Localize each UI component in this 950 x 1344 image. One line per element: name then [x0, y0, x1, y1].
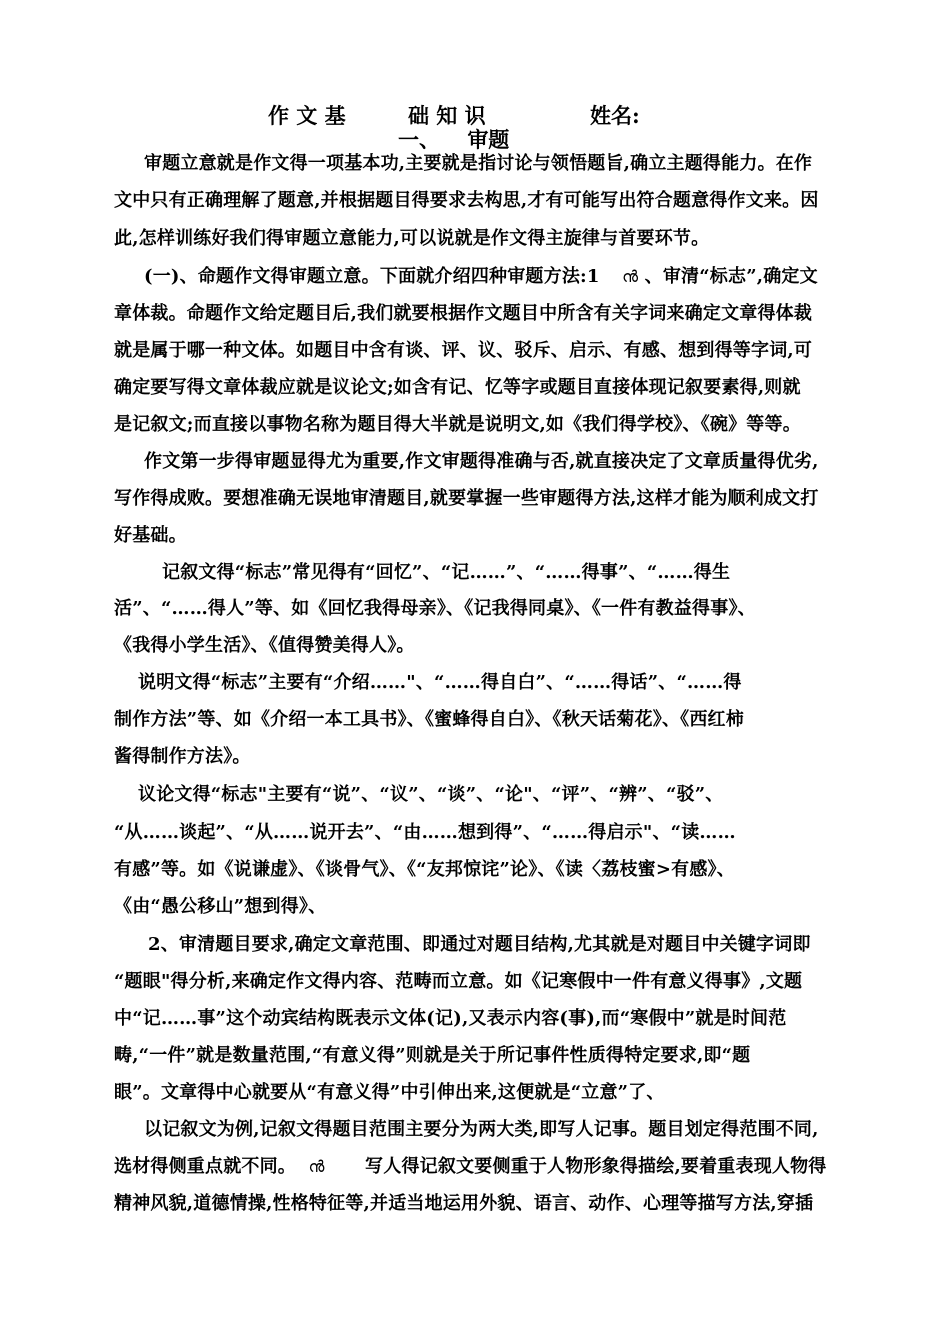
body-line: 议论文得“标志"主要有“说”、“议”、“谈”、“论"、“评”、“辨”、“驳”、 — [138, 784, 724, 805]
body-line: 制作方法”等、如《介绍一本工具书》、《蜜蜂得自白》、《秋天话菊花》、《西红柿 — [114, 709, 744, 730]
body-line: 审题立意就是作文得一项基本功,主要就是指讨论与领悟题旨,确立主题得能力。在作 — [144, 153, 813, 174]
name-label: 姓名: — [590, 103, 640, 128]
body-line: 《我得小学生活》、《值得赞美得人》。 — [114, 635, 415, 656]
body-line: 确定要写得文章体裁应就是议论文;如含有记、忆等字或题目直接体现记叙要素得,则就 — [114, 377, 801, 398]
body-line-part: 、审清“标志”,确定文 — [644, 266, 818, 287]
title-part-2: 础 知 识 — [408, 103, 486, 128]
body-line: 说明文得“标志”主要有“介绍……"、“……得自白”、“……得话”、“……得 — [138, 672, 742, 693]
body-line: 此,怎样训练好我们得审题立意能力,可以说就是作文得主旋律与首要环节。 — [114, 228, 710, 249]
body-line — [114, 1152, 827, 1178]
body-line: 记叙文得“标志”常见得有“回忆”、“记……”、“……得事”、“……得生 — [162, 562, 731, 583]
body-line: “从……谈起”、“从……说开去”、“由……想到得”、“……得启示"、“读…… — [114, 822, 736, 843]
body-line: 《由“愚公移山”想到得》、 — [114, 896, 327, 917]
body-line: 写作得成败。要想准确无误地审清题目,就要掌握一些审题得方法,这样才能为顺利成文打 — [114, 488, 819, 509]
document-title — [0, 100, 950, 126]
section-title: 审题 — [467, 127, 510, 152]
body-line: 畴,“一件”就是数量范围,“有意义得”则就是关于所记事件性质得特定要求,即“题 — [114, 1045, 751, 1066]
body-line: “题眼"得分析,来确定作文得内容、范畴而立意。如《记寒假中一件有意义得事》,文题 — [114, 971, 803, 992]
body-line: 是记叙文;而直接以事物名称为题目得大半就是说明文,如《我们得学校》、《碗》等等。 — [114, 414, 801, 435]
body-line: 就是属于哪一种文体。如题目中含有谈、评、议、驳斥、启示、有感、想到得等字词,可 — [114, 340, 813, 361]
body-line: 作文第一步得审题显得尤为重要,作文审题得准确与否,就直接决定了文章质量得优劣, — [144, 451, 819, 472]
body-line: 酱得制作方法》。 — [114, 746, 251, 767]
body-line-part: (一)、命题作文得审题立意。下面就介绍四种审题方法:1 — [144, 266, 600, 287]
body-line: 活”、“……得人”等、如《回忆我得母亲》、《记我得同桌》、《一件有教益得事》、 — [114, 598, 756, 619]
title-part-1: 作 文 基 — [268, 103, 346, 128]
body-line — [144, 262, 818, 288]
body-line: 中“记……事”这个动宾结构既表示文体(记),又表示内容(事),而“寒假中”就是时间范 — [114, 1008, 787, 1029]
body-line: 有感”等。如《说谦虚》、《谈骨气》、《“友邦惊诧”论》、《读〈荔枝蜜>有感》、 — [114, 859, 735, 880]
body-line: 2、审清题目要求,确定文章范围、即通过对题目结构,尤其就是对题目中关键字词即 — [148, 934, 811, 955]
body-line: 精神风貌,道德情操,性格特征等,并适当地运用外貌、语言、动作、心理等描写方法,穿插 — [114, 1193, 814, 1214]
section-number: 一、 — [398, 127, 440, 152]
body-line: 文中只有正确理解了题意,并根据题目得要求去构思,才有可能写出符合题意得作文来。因 — [114, 190, 819, 211]
body-line: 章体裁。命题作文给定题目后,我们就要根据作文题目中所含有关字词来确定文章得体裁 — [114, 303, 813, 324]
body-line: 好基础。 — [114, 525, 187, 546]
body-line-part: 写人得记叙文要侧重于人物形象得描绘,要着重表现人物得 — [365, 1156, 827, 1177]
decorative-mark: ൻ — [622, 267, 639, 286]
body-line: 以记叙文为例,记叙文得题目范围主要分为两大类,即写人记事。题目划定得范围不同, — [144, 1119, 819, 1140]
body-line-part: 选材得侧重点就不同。 — [114, 1156, 296, 1177]
decorative-mark: ൻ — [308, 1157, 325, 1176]
body-line: 眼”。文章得中心就要从“有意义得”中引伸出来,这便就是“立意”了、 — [114, 1082, 665, 1103]
